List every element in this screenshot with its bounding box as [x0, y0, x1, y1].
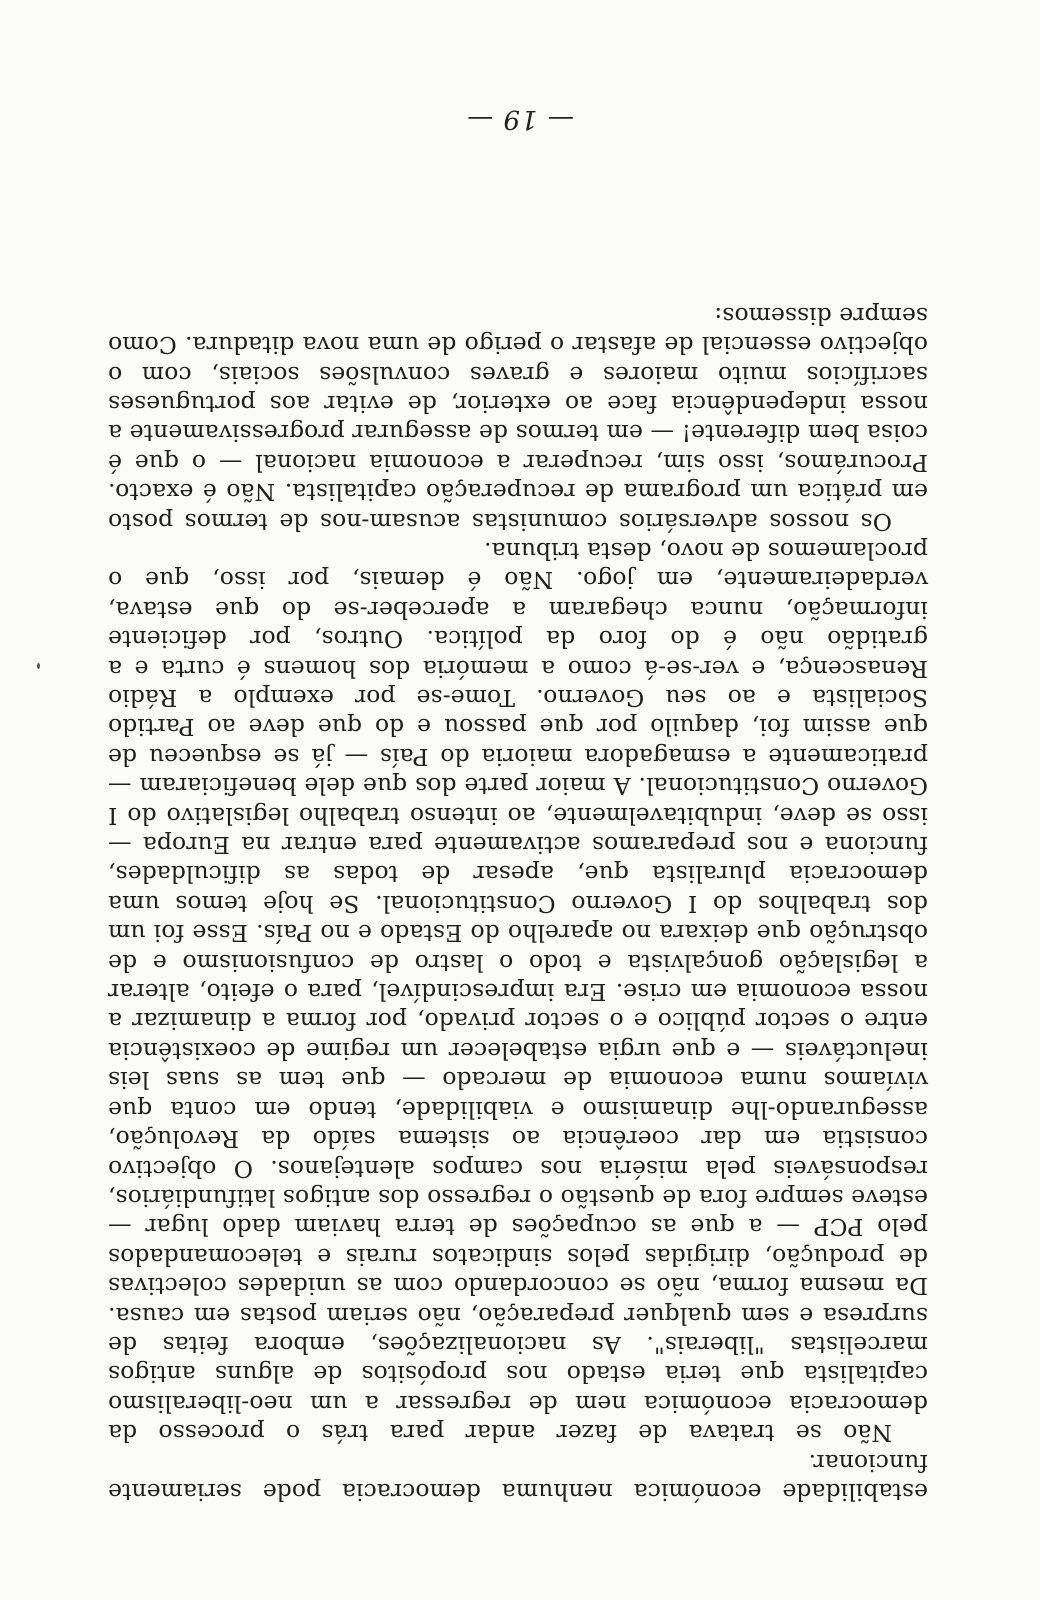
body-text — [108, 300, 928, 1506]
paragraph-3: Os nossos adversários comunistas acusam-nos de termos posto em prática um programa de recuperação capitalista. Não é exacto. Procurámos, isso sim, recuperar a economia nacional — o que é coisa bem diferente! — em termos de assegurar progressivamente a nossa independência face ao exterior, de evitar aos portugueses sacrifícios muito maiores e graves convulsões sociais, com o objectivo essencial de afastar o perigo de uma nova ditadura. Como sempre dissemos: — [108, 301, 928, 536]
paragraph-2: Não se tratava de fazer andar para trás o processo da democracia económica nem de regressar a um neo-liberalismo capitalista que teria estado nos propósitos de alguns antigos marcelistas "liberais". As nacionalizações, embora feitas de surpresa e sem qualquer preparação, não seriam postas em causa. Da mesma forma, não se concordando com as unidades colectivas de produção, dirigidas pelos sindicatos rurais e telecomandados pelo PCP — a que as ocupações de terra haviam dado lugar — esteve sempre fora de questão o regresso dos antigos latifundiários, responsáveis pela miséria nos campos alentejanos. O objectivo consistia em dar coerência ao sistema saído da Revolução, assegurando-lhe dinamismo e viabilidade, tendo em conta que vivíamos numa economia de mercado — que tem as suas leis ineluctáveis — e que urgia estabelecer um regime de coexistência entre o sector público e o sector privado, por forma a dinamizar a nossa economia em crise. Era imprescindível, para o efeito, alterar a legislação gonçalvista e todo o lastro de confusionismo e de obstrução que deixara no aparelho do Estado e no País. Esse foi um dos trabalhos do I Governo Constitucional. Se hoje temos uma democracia pluralista que, apesar de todas as dificuldades, funciona e nos preparamos activamente para entrar na Europa — isso se deve, indubitavelmente, ao intenso trabalho legislativo do I Governo Constitucional. A maior parte dos que dele beneficiaram — praticamente a esmagadora maioria do País — já se esqueceu de que assim foi, daquilo por que passou e do que deve ao Partido Socialista e ao seu Governo. Tome-se por exemplo a Rádio Renascença, e ver-se-á como a memória dos homens é curta e a gratidão não é do foro da política. Outros, por deficiente informação, nunca chegaram a aperceber-se do que estava, verdadeiramente, em jogo. Não é demais, por isso, que o proclamemos de novo, desta tribuna. — [108, 537, 928, 1448]
page-number: — 19 — — [466, 104, 574, 134]
scan-speck — [37, 663, 40, 669]
paragraph-1: estabilidade económica nenhuma democracia pode seriamente funcionar. — [108, 1448, 928, 1506]
